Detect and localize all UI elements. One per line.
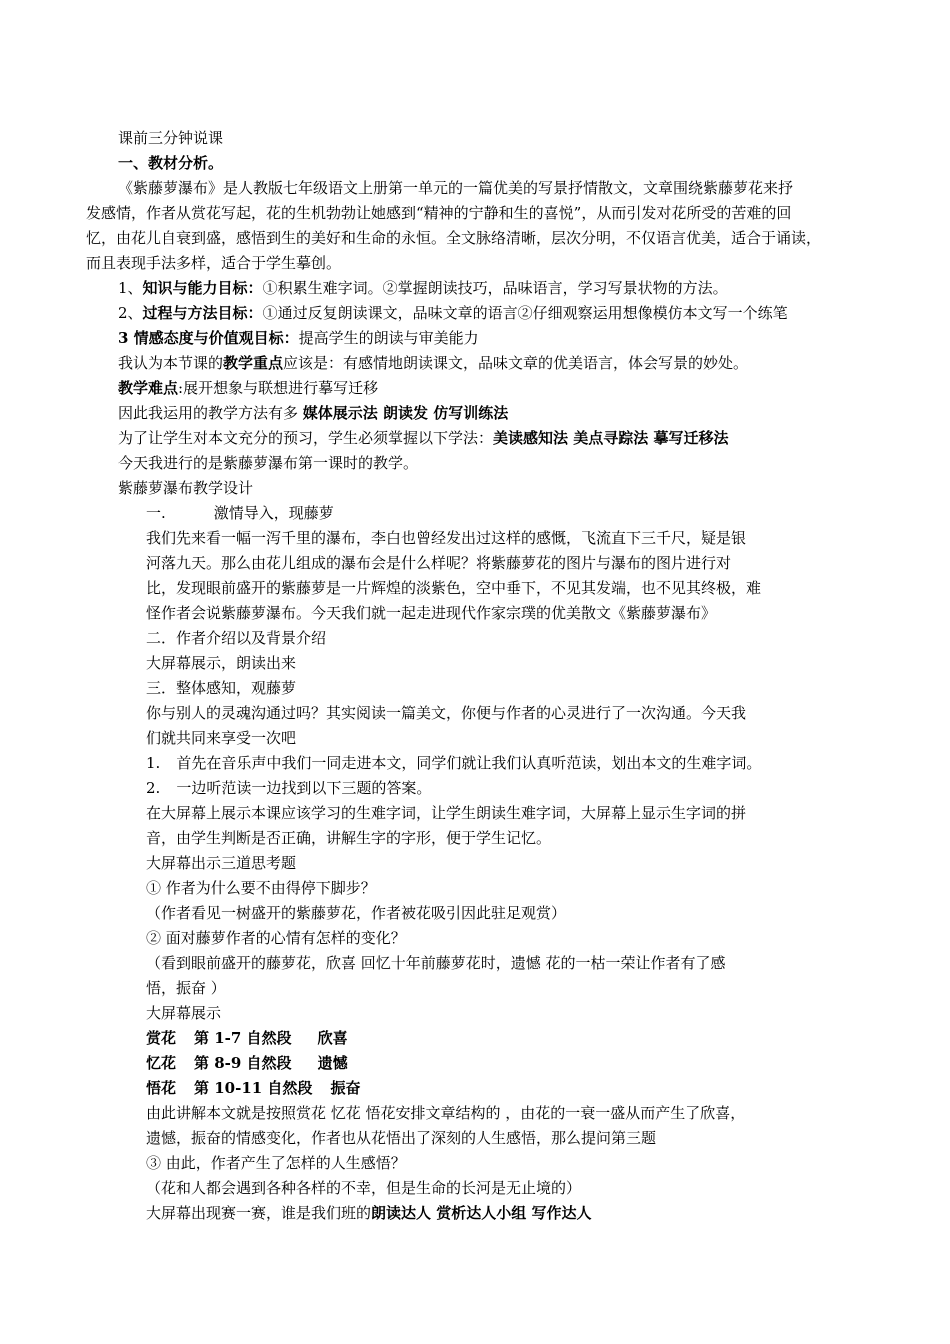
goal-2-num: 2、 xyxy=(118,304,143,322)
teaching-difficulty-post: :展开想象与联想进行摹写迁移 xyxy=(178,379,379,397)
list-item-2-num: 2. xyxy=(146,779,161,797)
list-item-1-num: 1. xyxy=(146,754,161,772)
list-item-2-text: 一边听范读一边找到以下三题的答案。 xyxy=(176,779,432,797)
structure-1-part: 赏花 xyxy=(146,1029,177,1047)
structure-3-range: 第 10-11 自然段 xyxy=(194,1079,313,1097)
teaching-key-bold: 教学重点 xyxy=(223,354,284,372)
para1-line-3: 比，发现眼前盛开的紫藤萝是一片辉煌的淡紫色，空中垂下，不见其发端，也不见其终极，难 xyxy=(146,579,762,597)
question-1: ① 作者为什么要不由得停下脚步？ xyxy=(146,879,376,897)
para1-line-1: 我们先来看一幅一泻千里的瀑布，李白也曾经发出过这样的感慨，飞流直下三千尺，疑是银 xyxy=(146,529,747,547)
teaching-key xyxy=(118,354,748,372)
study-methods xyxy=(118,429,728,447)
goal-3 xyxy=(118,329,479,347)
structure-3-part: 悟花 xyxy=(146,1079,177,1097)
structure-row-1 xyxy=(146,1029,348,1047)
teaching-key-post: 应该是：有感情地朗读课文，品味文章的优美语言，体会写景的妙处。 xyxy=(283,354,749,372)
design-title: 紫藤萝瀑布教学设计 xyxy=(118,479,254,497)
header: 课前三分钟说课 xyxy=(118,129,224,147)
para3-line-2: 音，由学生判断是否正确，讲解生字的字形，便于学生记忆。 xyxy=(146,829,552,847)
structure-row-2 xyxy=(146,1054,348,1072)
intro-line-2: 发感情，作者从赏花写起，花的生机勃勃让她感到“精神的宁静和生的喜悦”，从而引发对花所受的苦难的回 xyxy=(86,204,792,222)
answer-2-line-2: 悟，振奋 ） xyxy=(146,979,226,997)
step-2: 二．作者介绍以及背景介绍 xyxy=(146,629,327,647)
step-1-num: 一. xyxy=(146,504,166,522)
questions-intro: 大屏幕出示三道思考题 xyxy=(146,854,297,872)
goal-2 xyxy=(118,304,788,322)
goal-1-text: ①积累生难字词。②掌握朗读技巧，品味语言，学习写景状物的方法。 xyxy=(262,279,728,297)
structure-1-range: 第 1-7 自然段 xyxy=(194,1029,292,1047)
intro-line-3: 忆，由花儿自衰到盛，感悟到生的美好和生命的永恒。全文脉络清晰，层次分明，不仅语言优美，适合于诵读， xyxy=(86,229,822,247)
list-item-1 xyxy=(146,754,761,772)
structure-1-emotion: 欣喜 xyxy=(317,1029,348,1047)
study-methods-bold: 美读感知法 美点寻踪法 摹写迁移法 xyxy=(493,429,729,447)
structure-2-emotion: 遗憾 xyxy=(317,1054,348,1072)
intro-line-1: 《紫藤萝瀑布》是人教版七年级语文上册第一单元的一篇优美的写景抒情散文，文章围绕紫藤萝花来抒 xyxy=(118,179,794,197)
para4-line-1: 由此讲解本文就是按照赏花 忆花 悟花安排文章结构的 ，由花的一衰一盛从而产生了欣喜， xyxy=(146,1104,746,1122)
study-methods-pre: 为了让学生对本文充分的预习，学生必须掌握以下学法： xyxy=(118,429,494,447)
final-line-pre: 大屏幕出现赛一赛，谁是我们班的 xyxy=(146,1204,372,1222)
goal-3-text: 提高学生的朗读与审美能力 xyxy=(298,329,479,347)
goal-2-label: 过程与方法目标： xyxy=(142,304,263,322)
answer-3: （花和人都会遇到各种各样的不幸，但是生命的长河是无止境的） xyxy=(146,1179,582,1197)
para2-line-1: 你与别人的灵魂沟通过吗？其实阅读一篇美文，你便与作者的心灵进行了一次沟通。今天我 xyxy=(146,704,747,722)
goal-2-text: ①通过反复朗读课文，品味文章的语言②仔细观察运用想像模仿本文写一个练笔 xyxy=(262,304,788,322)
para4-line-2: 遗憾，振奋的情感变化，作者也从花悟出了深刻的人生感悟，那么提问第三题 xyxy=(146,1129,657,1147)
section-title-1: 一、教材分析。 xyxy=(118,154,224,172)
goal-1-label: 知识与能力目标： xyxy=(142,279,263,297)
para2-line-2: 们就共同来享受一次吧 xyxy=(146,729,297,747)
para1-line-2: 河落九天。那么由花儿组成的瀑布会是什么样呢？将紫藤萝花的图片与瀑布的图片进行对 xyxy=(146,554,732,572)
step-1 xyxy=(146,504,334,522)
structure-2-range: 第 8-9 自然段 xyxy=(194,1054,292,1072)
question-3: ③ 由此，作者产生了怎样的人生感悟？ xyxy=(146,1154,406,1172)
teaching-difficulty-bold: 教学难点 xyxy=(118,379,179,397)
para3-line-1: 在大屏幕上展示本课应该学习的生难字词，让学生朗读生难字词，大屏幕上显示生字词的拼 xyxy=(146,804,747,822)
intro-line-4: 而且表现手法多样，适合于学生摹创。 xyxy=(86,254,342,272)
step-1-title: 激情导入，现藤萝 xyxy=(213,504,334,522)
answer-1: （作者看见一树盛开的紫藤萝花，作者被花吸引因此驻足观赏） xyxy=(146,904,567,922)
goal-1 xyxy=(118,279,728,297)
step-3: 三．整体感知，观藤萝 xyxy=(146,679,297,697)
structure-3-emotion: 振奋 xyxy=(330,1079,361,1097)
final-line-bold: 朗读达人 赏析达人小组 写作达人 xyxy=(371,1204,592,1222)
teaching-difficulty xyxy=(118,379,378,397)
goal-1-num: 1、 xyxy=(118,279,143,297)
today-line: 今天我进行的是紫藤萝瀑布第一课时的教学。 xyxy=(118,454,419,472)
teaching-methods xyxy=(118,404,508,422)
structure-row-3 xyxy=(146,1079,360,1097)
teaching-methods-pre: 因此我运用的教学方法有多 xyxy=(118,404,303,422)
list-item-1-text: 首先在音乐声中我们一同走进本文，同学们就让我们认真听范读，划出本文的生难字词。 xyxy=(176,754,762,772)
goal-3-label: 3 情感态度与价值观目标： xyxy=(118,329,299,347)
screen-note-1: 大屏幕展示，朗读出来 xyxy=(146,654,297,672)
final-line xyxy=(146,1204,591,1222)
answer-2-line-1: （看到眼前盛开的藤萝花，欣喜 回忆十年前藤萝花时，遗憾 花的一枯一荣让作者有了感 xyxy=(146,954,726,972)
structure-2-part: 忆花 xyxy=(146,1054,177,1072)
screen-note-2: 大屏幕展示 xyxy=(146,1004,222,1022)
teaching-key-pre: 我认为本节课的 xyxy=(118,354,224,372)
question-2: ② 面对藤萝作者的心情有怎样的变化？ xyxy=(146,929,406,947)
list-item-2 xyxy=(146,779,431,797)
para1-line-4: 怪作者会说紫藤萝瀑布。今天我们就一起走进现代作家宗璞的优美散文《紫藤萝瀑布》 xyxy=(146,604,717,622)
teaching-methods-bold: 媒体展示法 朗读发 仿写训练法 xyxy=(302,404,509,422)
